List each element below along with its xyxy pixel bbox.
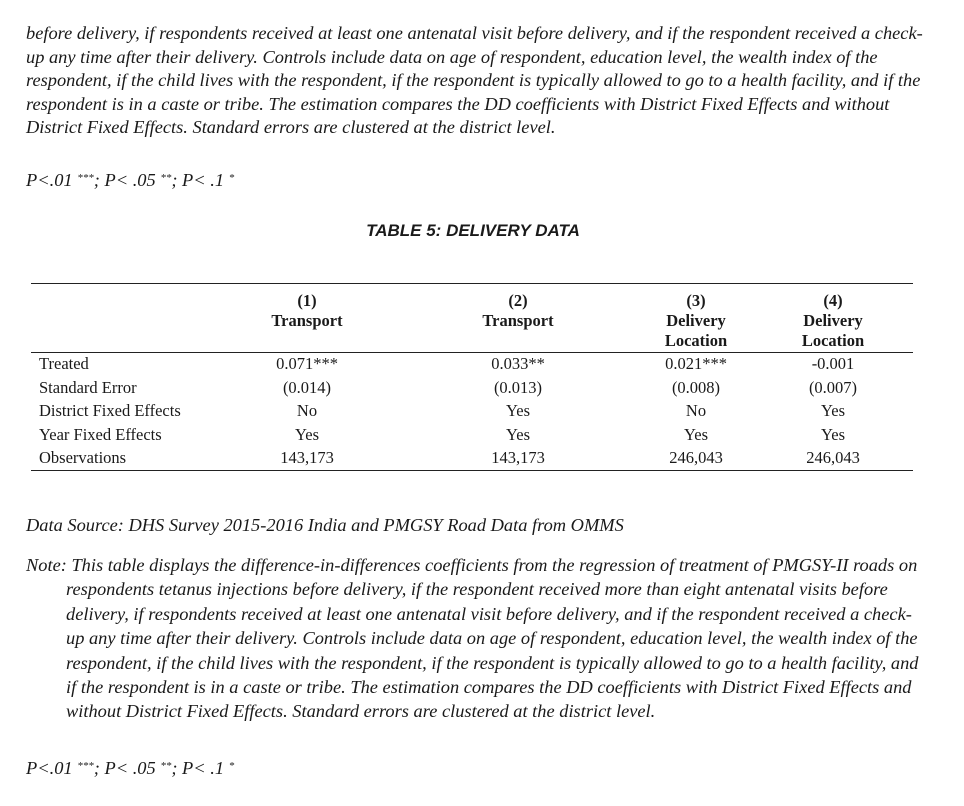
table-title: TABLE 5: DELIVERY DATA <box>366 221 580 240</box>
sig-p1-stars: * <box>228 172 235 184</box>
sig-p05: ; P< .05 <box>93 170 156 190</box>
table-cell: (0.013) <box>493 377 543 397</box>
sig-p05-stars: ** <box>160 172 172 184</box>
column-number: (3) <box>686 290 706 310</box>
column-number: (1) <box>297 290 317 310</box>
sig-p05-stars: ** <box>160 760 172 772</box>
table-row <box>31 400 913 424</box>
table-cell: 0.021*** <box>665 354 727 374</box>
column-label: Delivery Location <box>664 310 728 350</box>
note-paragraph-continued: before delivery, if respondents received at least one antenatal visit before delivery, and if the respondent received a check-up any time after their delivery. Controls include data on age of respondent, education level, the wealth index of the respondent, if the child lives with the respondent, if the respondent is typically allowed to go to a health facility, and if the respondent is in a caste or tribe. The estimation compares the DD coefficients with District Fixed Effects and without District Fixed Effects. Standard errors are clustered at the district level. <box>26 23 923 137</box>
sig-p01: P<.01 <box>26 758 73 778</box>
table-cell: No <box>296 401 318 421</box>
table-cell: Yes <box>505 401 530 421</box>
table-note: Note: This table displays the difference-in-differences coefficients from the regression of treatment of PMGSY-II roads on respondents tetanus injections before delivery, if the respondent received more than eight antenatal visits before delivery, if respondents received at least one antenatal visit before delivery, and if the respondent received a check-up any time after their delivery. Controls include data on age of respondent, education level, the wealth index of the respondent, if the child lives with the respondent, if the respondent is typically allowed to go to a health facility, and if the respondent is in a caste or tribe. The estimation compares the DD coefficients with District Fixed Effects and without District Fixed Effects. Standard errors are clustered at the district level. <box>26 555 919 722</box>
column-number: (2) <box>508 290 528 310</box>
sig-p1: ; P< .1 <box>171 758 225 778</box>
column-number: (4) <box>823 290 843 310</box>
sig-p05: ; P< .05 <box>93 758 156 778</box>
table-cell: (0.008) <box>671 377 721 397</box>
table-cell: 0.071*** <box>276 354 338 374</box>
results-table <box>31 283 913 471</box>
table-cell: Yes <box>820 401 845 421</box>
row-label: Treated <box>39 354 89 374</box>
column-label: Transport <box>482 310 554 330</box>
column-label-row <box>31 311 913 353</box>
table-cell: 0.033** <box>491 354 545 374</box>
column-label: Transport <box>271 310 343 330</box>
table-cell: Yes <box>505 424 530 444</box>
sig-p01-stars: *** <box>77 172 94 184</box>
table-row <box>31 423 913 447</box>
table-cell: (0.014) <box>282 377 332 397</box>
sig-p01-stars: *** <box>77 760 94 772</box>
row-label: Observations <box>39 448 127 468</box>
table-cell: Yes <box>294 424 319 444</box>
table-cell: 246,043 <box>669 448 723 468</box>
header-corner <box>31 284 217 311</box>
row-label: District Fixed Effects <box>39 401 181 421</box>
table-cell: No <box>685 401 707 421</box>
significance-legend <box>26 170 234 191</box>
table-row <box>31 376 913 400</box>
sig-p1-stars: * <box>228 760 235 772</box>
sig-p1: ; P< .1 <box>171 170 225 190</box>
row-label: Year Fixed Effects <box>39 424 162 444</box>
table-cell: 246,043 <box>806 448 860 468</box>
header-corner <box>31 311 217 353</box>
table-cell: -0.001 <box>811 354 855 374</box>
significance-legend <box>26 758 234 779</box>
sig-p01: P<.01 <box>26 170 73 190</box>
table-cell: 143,173 <box>280 448 334 468</box>
table-cell: Yes <box>683 424 708 444</box>
table-row <box>31 352 913 376</box>
data-source: Data Source: DHS Survey 2015-2016 India and PMGSY Road Data from OMMS <box>26 515 624 535</box>
column-number-row <box>31 284 913 311</box>
table-cell: 143,173 <box>491 448 545 468</box>
table-row <box>31 447 913 471</box>
column-label: Delivery Location <box>801 310 865 350</box>
table-cell: (0.007) <box>808 377 858 397</box>
table-cell: Yes <box>820 424 845 444</box>
row-label: Standard Error <box>39 377 137 397</box>
